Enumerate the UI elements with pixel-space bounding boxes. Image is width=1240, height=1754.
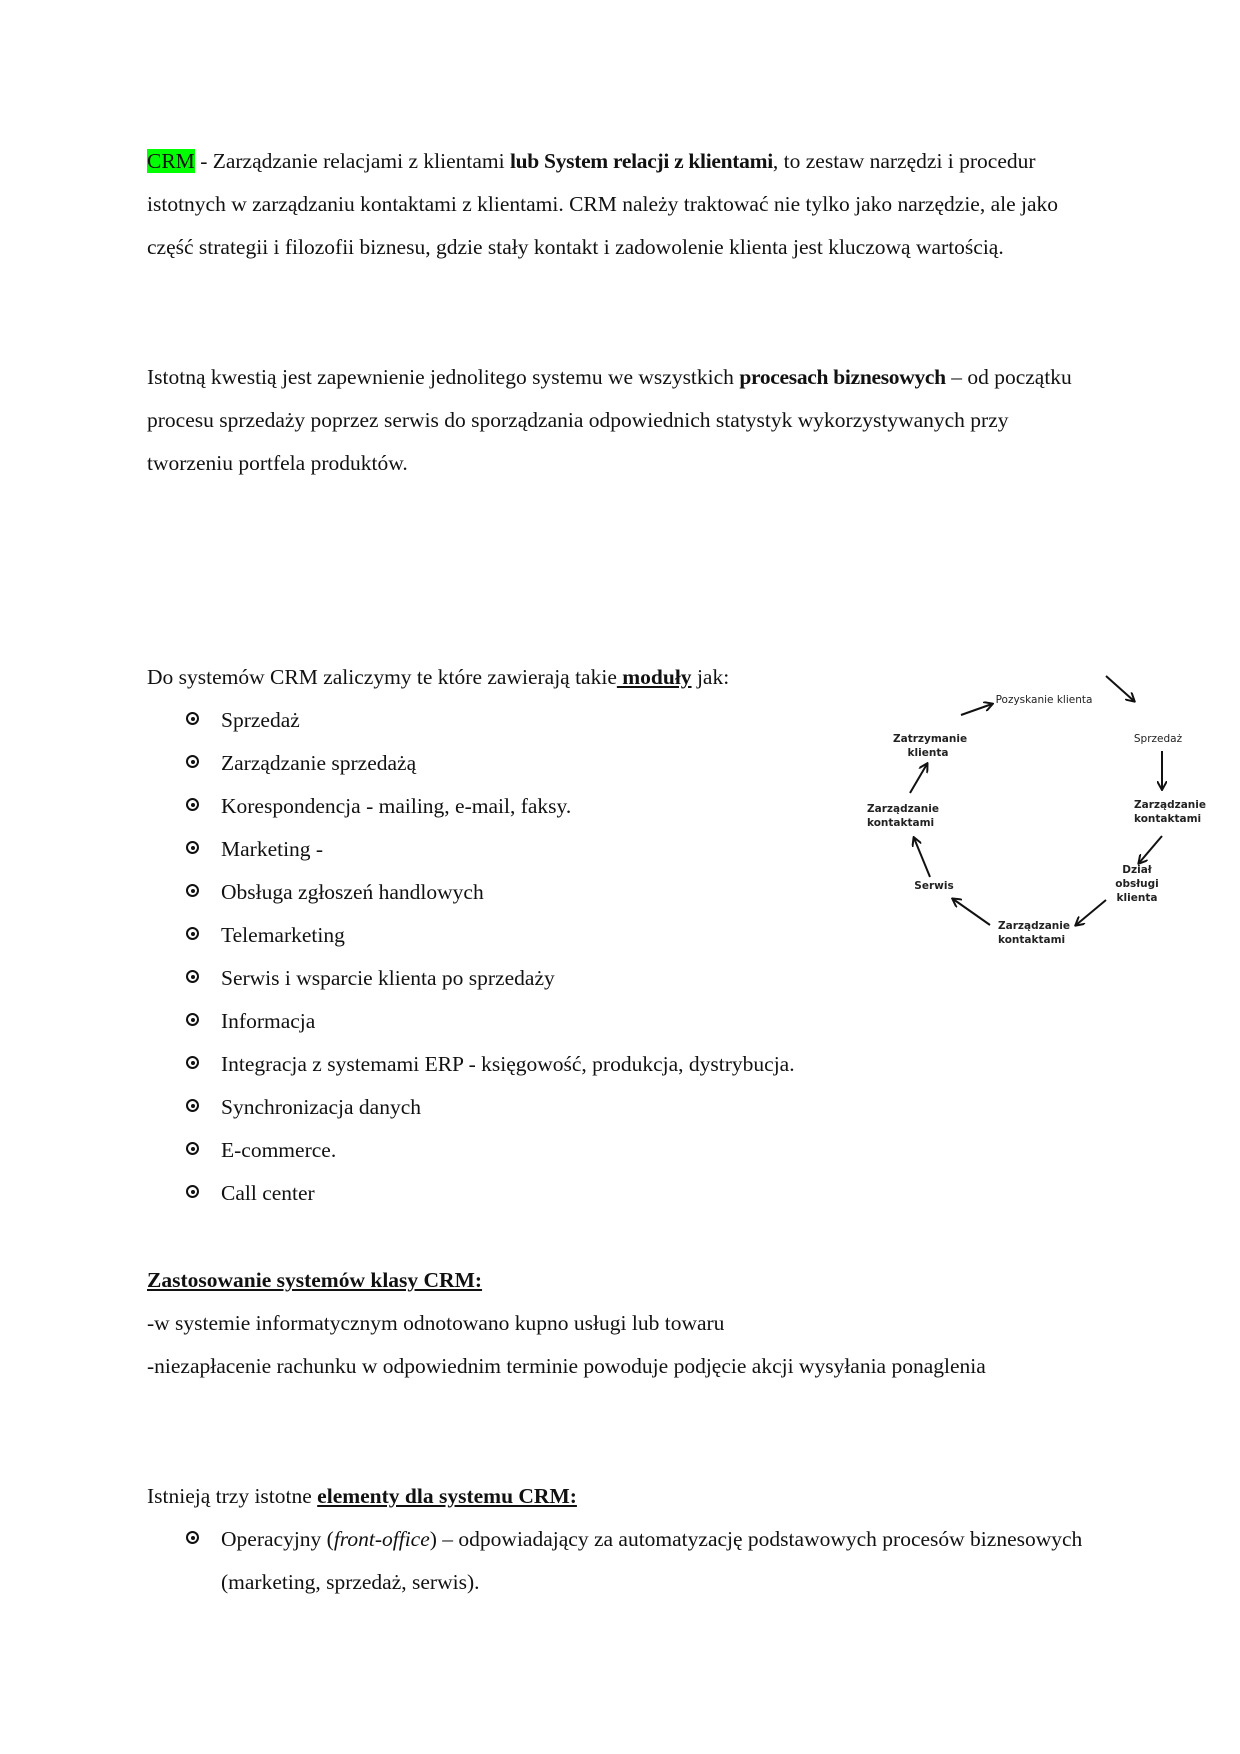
module-label: Obsługa zgłoszeń handlowych	[221, 880, 484, 904]
diagram-label: Zarządzanie kontaktami	[998, 920, 1070, 946]
item-italic: front-office	[333, 1527, 430, 1551]
module-label: Integracja z systemami ERP - księgowość, produkcja, dystrybucja.	[221, 1052, 795, 1076]
crm-highlight: CRM	[147, 149, 195, 173]
usage-line: -niezapłacenie rachunku w odpowiednim terminie powoduje podjęcie akcji wysyłania ponaglenia	[147, 1354, 986, 1378]
diagram-label: Zarządzanie kontaktami	[1134, 799, 1206, 825]
module-label: E-commerce.	[221, 1138, 337, 1162]
arrow	[1139, 836, 1162, 863]
elements-intro: Istnieją trzy istotne	[147, 1484, 318, 1508]
module-label: Telemarketing	[221, 923, 345, 947]
item-text: ) – odpowiadający za automatyzację podstawowych procesów biznesowych (marketing, sprzedaż, serwis).	[221, 1527, 1083, 1594]
diagram-label: Pozyskanie klienta	[995, 694, 1093, 706]
modules-intro-end: jak:	[691, 665, 730, 689]
modules-intro: Do systemów CRM zaliczymy te które zawierają takie	[147, 665, 617, 689]
intro-rest: , to zestaw narzędzi i procedur istotnych w zarządzaniu kontaktami z klientami. CRM należy traktować nie tylko jako narzędzie, ale jako część strategii i filozofii biznesu, gdzie stały kontakt i zadowolenie klienta jest kluczową wartością.	[147, 149, 1059, 259]
diagram-label: Zatrzymanie klienta	[893, 733, 968, 759]
module-label: Zarządzanie sprzedażą	[221, 751, 417, 775]
arrow	[1106, 676, 1134, 701]
elements-list	[147, 1518, 1097, 1604]
module-label: Marketing -	[221, 837, 324, 861]
diagram-label: Dział obsługi klienta	[1115, 864, 1159, 904]
module-label: Informacja	[221, 1009, 316, 1033]
list-item	[147, 1518, 1097, 1604]
usage-heading: Zastosowanie systemów klasy CRM:	[147, 1268, 483, 1292]
elements-section	[147, 1475, 1097, 1604]
usage-line: -w systemie informatycznym odnotowano kupno usługi lub towaru	[147, 1311, 725, 1335]
arrow	[914, 838, 930, 877]
intro-bold: lub System relacji z klientami	[509, 149, 773, 173]
para2-start: Istotną kwestią jest zapewnienie jednolitego systemu we wszystkich	[147, 365, 740, 389]
arrow	[953, 899, 990, 925]
usage-section	[147, 1259, 1047, 1388]
para2-rest: – od początku procesu sprzedaży poprzez serwis do sporządzania odpowiednich statystyk wykorzystywanych przy tworzeniu portfela produktów.	[147, 365, 1072, 475]
arrow	[961, 704, 992, 715]
module-label: Korespondencja - mailing, e-mail, faksy.	[221, 794, 572, 818]
item-text: Operacyjny (	[221, 1527, 334, 1551]
module-label: Call center	[221, 1181, 315, 1205]
bullet-icon	[186, 1531, 199, 1544]
diagram-label: Zarządzanie kontaktami	[867, 803, 939, 829]
diagram-label: Sprzedaż	[1133, 733, 1183, 745]
arrow	[910, 764, 927, 793]
diagram-label: Serwis	[914, 880, 954, 892]
para2-bold: procesach biznesowych	[739, 365, 946, 389]
module-label: Synchronizacja danych	[221, 1095, 421, 1119]
module-label: Serwis i wsparcie klienta po sprzedaży	[221, 966, 555, 990]
intro-text: - Zarządzanie relacjami z klientami	[194, 149, 510, 173]
module-label: Sprzedaż	[221, 708, 300, 732]
modules-bold: moduły	[616, 665, 692, 689]
elements-bold: elementy dla systemu CRM:	[317, 1484, 577, 1508]
